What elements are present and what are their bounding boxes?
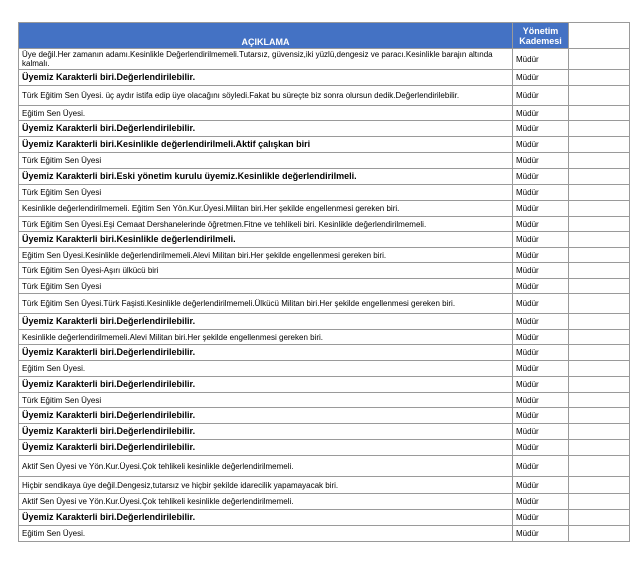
row-description: Üyemiz Karakterli biri.Değerlendirilebilir. bbox=[19, 121, 513, 137]
table-row bbox=[19, 217, 630, 232]
row-management-level: Müdür bbox=[513, 393, 569, 408]
table-row bbox=[19, 361, 630, 377]
row-description: Eğitim Sen Üyesi. bbox=[19, 106, 513, 121]
row-description: Üyemiz Karakterli biri.Değerlendirilebilir. bbox=[19, 70, 513, 86]
row-blank-cell bbox=[569, 330, 630, 345]
row-description: Kesinlikle değerlendirilmemeli. Eğitim Sen Yön.Kur.Üyesi.Militan biri.Her şekilde engellenmesi gereken biri. bbox=[19, 201, 513, 217]
row-management-level: Müdür bbox=[513, 263, 569, 279]
row-blank-cell bbox=[569, 169, 630, 185]
row-management-level: Müdür bbox=[513, 494, 569, 510]
row-description: Aktif Sen Üyesi ve Yön.Kur.Üyesi.Çok tehlikeli kesinlikle değerlendirilmemeli. bbox=[19, 456, 513, 477]
table-row bbox=[19, 169, 630, 185]
table-row bbox=[19, 494, 630, 510]
row-management-level: Müdür bbox=[513, 121, 569, 137]
row-management-level: Müdür bbox=[513, 279, 569, 294]
evaluation-table bbox=[18, 22, 630, 542]
row-management-level: Müdür bbox=[513, 137, 569, 153]
row-blank-cell bbox=[569, 345, 630, 361]
row-management-level: Müdür bbox=[513, 185, 569, 201]
table-row bbox=[19, 424, 630, 440]
row-management-level: Müdür bbox=[513, 477, 569, 494]
table-row bbox=[19, 330, 630, 345]
row-management-level: Müdür bbox=[513, 106, 569, 121]
row-blank-cell bbox=[569, 153, 630, 169]
row-management-level: Müdür bbox=[513, 526, 569, 542]
row-management-level: Müdür bbox=[513, 201, 569, 217]
row-management-level: Müdür bbox=[513, 377, 569, 393]
header-blank bbox=[569, 23, 630, 49]
table-row bbox=[19, 263, 630, 279]
table-body bbox=[19, 49, 630, 542]
table-row bbox=[19, 248, 630, 263]
row-management-level: Müdür bbox=[513, 440, 569, 456]
row-description: Üyemiz Karakterli biri.Değerlendirilebilir. bbox=[19, 314, 513, 330]
row-description: Üyemiz Karakterli biri.Değerlendirilebilir. bbox=[19, 377, 513, 393]
table-row bbox=[19, 279, 630, 294]
row-management-level: Müdür bbox=[513, 169, 569, 185]
row-description: Üye değil.Her zamanın adamı.Kesinlikle Değerlendirilmemeli.Tutarsız, güvensiz,iki yüzlü,dengesiz ve paracı.Kesinlikle barajın altında kalmalı. bbox=[19, 49, 513, 70]
document-table-container bbox=[18, 22, 630, 542]
row-description: Üyemiz Karakterli biri.Değerlendirilebilir. bbox=[19, 345, 513, 361]
row-management-level: Müdür bbox=[513, 294, 569, 314]
row-blank-cell bbox=[569, 217, 630, 232]
row-management-level: Müdür bbox=[513, 330, 569, 345]
row-description: Üyemiz Karakterli biri.Değerlendirilebilir. bbox=[19, 510, 513, 526]
table-row bbox=[19, 294, 630, 314]
table-row bbox=[19, 477, 630, 494]
table-row bbox=[19, 408, 630, 424]
table-row bbox=[19, 201, 630, 217]
table-row bbox=[19, 49, 630, 70]
row-blank-cell bbox=[569, 185, 630, 201]
row-description: Aktif Sen Üyesi ve Yön.Kur.Üyesi.Çok tehlikeli kesinlikle değerlendirilmemeli. bbox=[19, 494, 513, 510]
header-management-level: Yönetim Kademesi bbox=[513, 23, 569, 49]
row-management-level: Müdür bbox=[513, 86, 569, 106]
row-blank-cell bbox=[569, 526, 630, 542]
row-management-level: Müdür bbox=[513, 510, 569, 526]
row-blank-cell bbox=[569, 201, 630, 217]
table-row bbox=[19, 345, 630, 361]
table-header-row bbox=[19, 23, 630, 49]
row-management-level: Müdür bbox=[513, 153, 569, 169]
row-blank-cell bbox=[569, 121, 630, 137]
row-blank-cell bbox=[569, 294, 630, 314]
table-row bbox=[19, 70, 630, 86]
row-description: Üyemiz Karakterli biri.Değerlendirilebilir. bbox=[19, 424, 513, 440]
row-blank-cell bbox=[569, 314, 630, 330]
row-blank-cell bbox=[569, 510, 630, 526]
table-row bbox=[19, 526, 630, 542]
row-description: Türk Eğitim Sen Üyesi bbox=[19, 153, 513, 169]
row-management-level: Müdür bbox=[513, 232, 569, 248]
row-blank-cell bbox=[569, 70, 630, 86]
row-description: Eğitim Sen Üyesi. bbox=[19, 526, 513, 542]
row-description: Üyemiz Karakterli biri.Kesinlikle değerlendirilmeli.Aktif çalışkan biri bbox=[19, 137, 513, 153]
table-row bbox=[19, 510, 630, 526]
row-description: Türk Eğitim Sen Üyesi bbox=[19, 279, 513, 294]
row-management-level: Müdür bbox=[513, 49, 569, 70]
header-description: AÇIKLAMA bbox=[19, 23, 513, 49]
table-row bbox=[19, 314, 630, 330]
row-description: Türk Eğitim Sen Üyesi bbox=[19, 393, 513, 408]
row-management-level: Müdür bbox=[513, 70, 569, 86]
row-management-level: Müdür bbox=[513, 361, 569, 377]
table-row bbox=[19, 393, 630, 408]
row-blank-cell bbox=[569, 248, 630, 263]
row-blank-cell bbox=[569, 49, 630, 70]
row-blank-cell bbox=[569, 477, 630, 494]
row-management-level: Müdür bbox=[513, 424, 569, 440]
table-row bbox=[19, 232, 630, 248]
row-management-level: Müdür bbox=[513, 345, 569, 361]
row-management-level: Müdür bbox=[513, 408, 569, 424]
table-row bbox=[19, 121, 630, 137]
row-description: Türk Eğitim Sen Üyesi. üç aydır istifa edip üye olacağını söyledi.Fakat bu süreçte biz sonra olursun dedik.Değerlendirilebilir. bbox=[19, 86, 513, 106]
table-row bbox=[19, 377, 630, 393]
row-blank-cell bbox=[569, 393, 630, 408]
row-blank-cell bbox=[569, 494, 630, 510]
row-description: Türk Eğitim Sen Üyesi-Aşırı ülkücü biri bbox=[19, 263, 513, 279]
table-row bbox=[19, 185, 630, 201]
row-description: Eğitim Sen Üyesi.Kesinlikle değerlendirilmemeli.Alevi Militan biri.Her şekilde engellenmesi gereken biri. bbox=[19, 248, 513, 263]
row-blank-cell bbox=[569, 361, 630, 377]
row-blank-cell bbox=[569, 106, 630, 121]
row-description: Üyemiz Karakterli biri.Eski yönetim kurulu üyemiz.Kesinlikle değerlendirilmeli. bbox=[19, 169, 513, 185]
row-blank-cell bbox=[569, 232, 630, 248]
table-row bbox=[19, 456, 630, 477]
row-blank-cell bbox=[569, 137, 630, 153]
row-description: Türk Eğitim Sen Üyesi.Türk Faşisti.Kesinlikle değerlendirilmemeli.Ülkücü Militan biri.Her şekilde engellenmesi gereken biri. bbox=[19, 294, 513, 314]
row-description: Türk Eğitim Sen Üyesi bbox=[19, 185, 513, 201]
row-blank-cell bbox=[569, 408, 630, 424]
row-description: Türk Eğitim Sen Üyesi.Eşi Cemaat Dershanelerinde öğretmen.Fitne ve tehlikeli biri. Kesinlikle değerlendirilmemeli. bbox=[19, 217, 513, 232]
row-description: Üyemiz Karakterli biri.Değerlendirilebilir. bbox=[19, 408, 513, 424]
table-row bbox=[19, 440, 630, 456]
row-management-level: Müdür bbox=[513, 456, 569, 477]
table-row bbox=[19, 137, 630, 153]
row-description: Eğitim Sen Üyesi. bbox=[19, 361, 513, 377]
table-row bbox=[19, 86, 630, 106]
row-description: Hiçbir sendikaya üye değil.Dengesiz,tutarsız ve hiçbir şekilde idarecilik yapamayacak biri. bbox=[19, 477, 513, 494]
row-blank-cell bbox=[569, 440, 630, 456]
row-management-level: Müdür bbox=[513, 217, 569, 232]
row-description: Üyemiz Karakterli biri.Değerlendirilebilir. bbox=[19, 440, 513, 456]
table-row bbox=[19, 106, 630, 121]
row-blank-cell bbox=[569, 86, 630, 106]
row-management-level: Müdür bbox=[513, 248, 569, 263]
row-description: Üyemiz Karakterli biri.Kesinlikle değerlendirilmeli. bbox=[19, 232, 513, 248]
row-blank-cell bbox=[569, 377, 630, 393]
row-description: Kesinlikle değerlendirilmemeli.Alevi Militan biri.Her şekilde engellenmesi gereken biri. bbox=[19, 330, 513, 345]
row-blank-cell bbox=[569, 424, 630, 440]
row-blank-cell bbox=[569, 263, 630, 279]
row-management-level: Müdür bbox=[513, 314, 569, 330]
table-row bbox=[19, 153, 630, 169]
row-blank-cell bbox=[569, 456, 630, 477]
row-blank-cell bbox=[569, 279, 630, 294]
